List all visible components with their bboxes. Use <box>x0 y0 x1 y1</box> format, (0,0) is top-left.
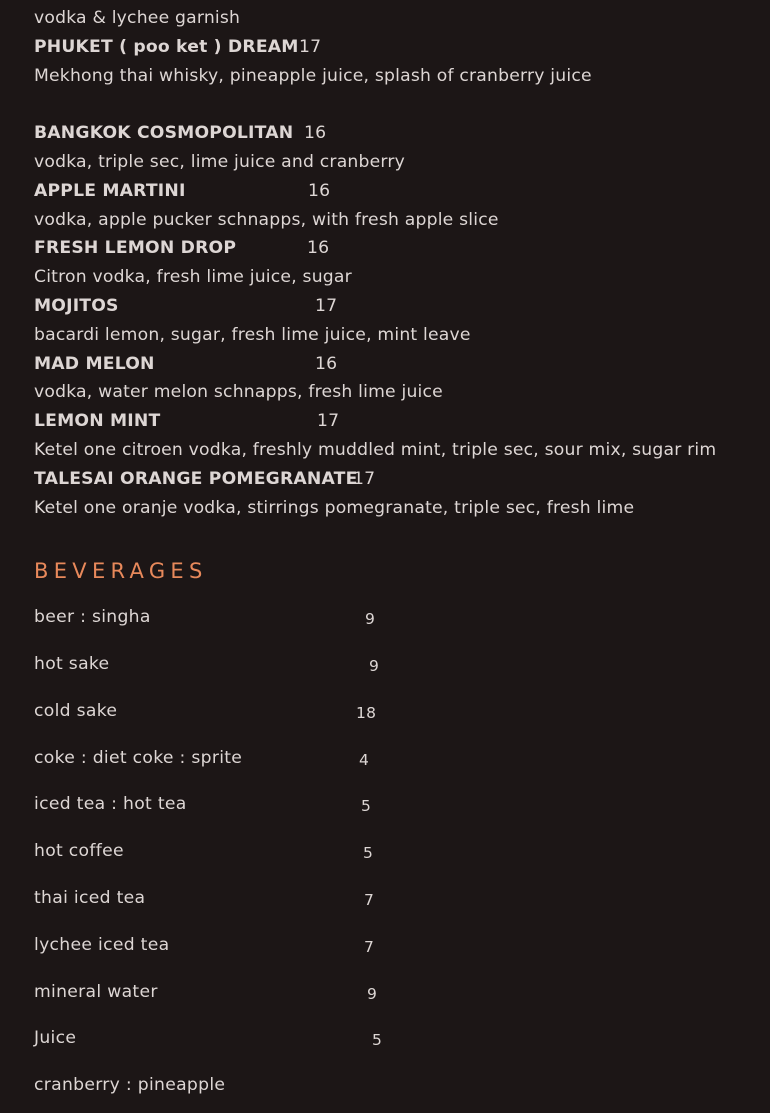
spacer <box>34 90 754 119</box>
item-price: 17 <box>315 295 338 316</box>
beverage-name: cold sake <box>34 701 118 721</box>
item-description: Ketel one oranje vodka, stirrings pomegranate, triple sec, fresh lime <box>34 497 635 518</box>
beverage-item <box>34 1072 434 1098</box>
beverage-name: beer : singha <box>34 607 151 627</box>
item-price: 17 <box>299 36 322 57</box>
beverage-item <box>34 745 434 771</box>
beverage-item <box>34 932 434 958</box>
menu-item-bangkok-cosmopolitan <box>34 119 754 148</box>
item-name: FRESH LEMON DROP <box>34 238 237 259</box>
item-name: MAD MELON <box>34 353 155 374</box>
beverage-price: 5 <box>372 1031 383 1049</box>
item-description: Mekhong thai whisky, pineapple juice, splash of cranberry juice <box>34 65 592 86</box>
beverage-name: Juice <box>34 1028 77 1048</box>
menu-item-talesai-orange-pomegranate <box>34 465 754 494</box>
menu-item-phuket-dream <box>34 33 754 62</box>
item-description: vodka, water melon schnapps, fresh lime juice <box>34 382 443 403</box>
cocktail-list <box>34 4 754 522</box>
beverage-price: 5 <box>363 844 374 862</box>
beverage-price: 18 <box>356 704 377 722</box>
beverage-item <box>34 979 434 1005</box>
item-price: 17 <box>353 468 376 489</box>
beverage-item <box>34 1025 434 1051</box>
item-price: 16 <box>315 353 338 374</box>
beverage-price: 5 <box>361 797 372 815</box>
item-name: LEMON MINT <box>34 411 161 432</box>
beverage-name: hot sake <box>34 654 110 674</box>
beverage-item <box>34 651 434 677</box>
beverage-item <box>34 604 434 630</box>
menu-item-lemon-mint <box>34 407 754 436</box>
beverage-item <box>34 791 434 817</box>
beverage-price: 4 <box>359 751 370 769</box>
item-description: vodka, triple sec, lime juice and cranberry <box>34 151 406 172</box>
beverage-item <box>34 885 434 911</box>
beverage-price: 7 <box>364 938 375 956</box>
item-price: 17 <box>317 411 340 432</box>
beverage-price: 9 <box>369 657 380 675</box>
item-description: bacardi lemon, sugar, fresh lime juice, mint leave <box>34 324 471 345</box>
item-name: TALESAI ORANGE POMEGRANATE <box>34 468 358 489</box>
beverage-item <box>34 698 434 724</box>
menu-item-mad-melon <box>34 350 754 379</box>
item-price: 16 <box>308 180 331 201</box>
item-price: 16 <box>304 123 327 144</box>
beverage-name: hot coffee <box>34 841 124 861</box>
beverage-name: lychee iced tea <box>34 935 170 955</box>
beverage-price: 9 <box>365 610 376 628</box>
item-name: PHUKET ( poo ket ) DREAM <box>34 36 299 57</box>
item-description: Citron vodka, fresh lime juice, sugar <box>34 267 352 288</box>
item-name: MOJITOS <box>34 295 119 316</box>
beverage-name: thai iced tea <box>34 888 146 908</box>
beverage-price: 9 <box>367 985 378 1003</box>
section-title-beverages: BEVERAGES <box>34 559 208 583</box>
beverage-name: coke : diet coke : sprite <box>34 748 243 768</box>
beverage-name: mineral water <box>34 982 158 1002</box>
item-description: Ketel one citroen vodka, freshly muddled mint, triple sec, sour mix, sugar rim <box>34 439 717 460</box>
item-name: BANGKOK COSMOPOLITAN <box>34 123 294 144</box>
beverage-name: iced tea : hot tea <box>34 794 187 814</box>
item-description: vodka & lychee garnish <box>34 8 241 28</box>
item-description: vodka, apple pucker schnapps, with fresh apple slice <box>34 209 499 230</box>
beverage-item <box>34 838 434 864</box>
item-name: APPLE MARTINI <box>34 180 186 201</box>
item-price: 16 <box>307 238 330 259</box>
menu-item-fresh-lemon-drop <box>34 234 754 263</box>
beverage-price: 7 <box>364 891 375 909</box>
menu-item-mojitos <box>34 292 754 321</box>
menu-item-apple-martini <box>34 177 754 206</box>
beverage-name: cranberry : pineapple <box>34 1075 226 1095</box>
